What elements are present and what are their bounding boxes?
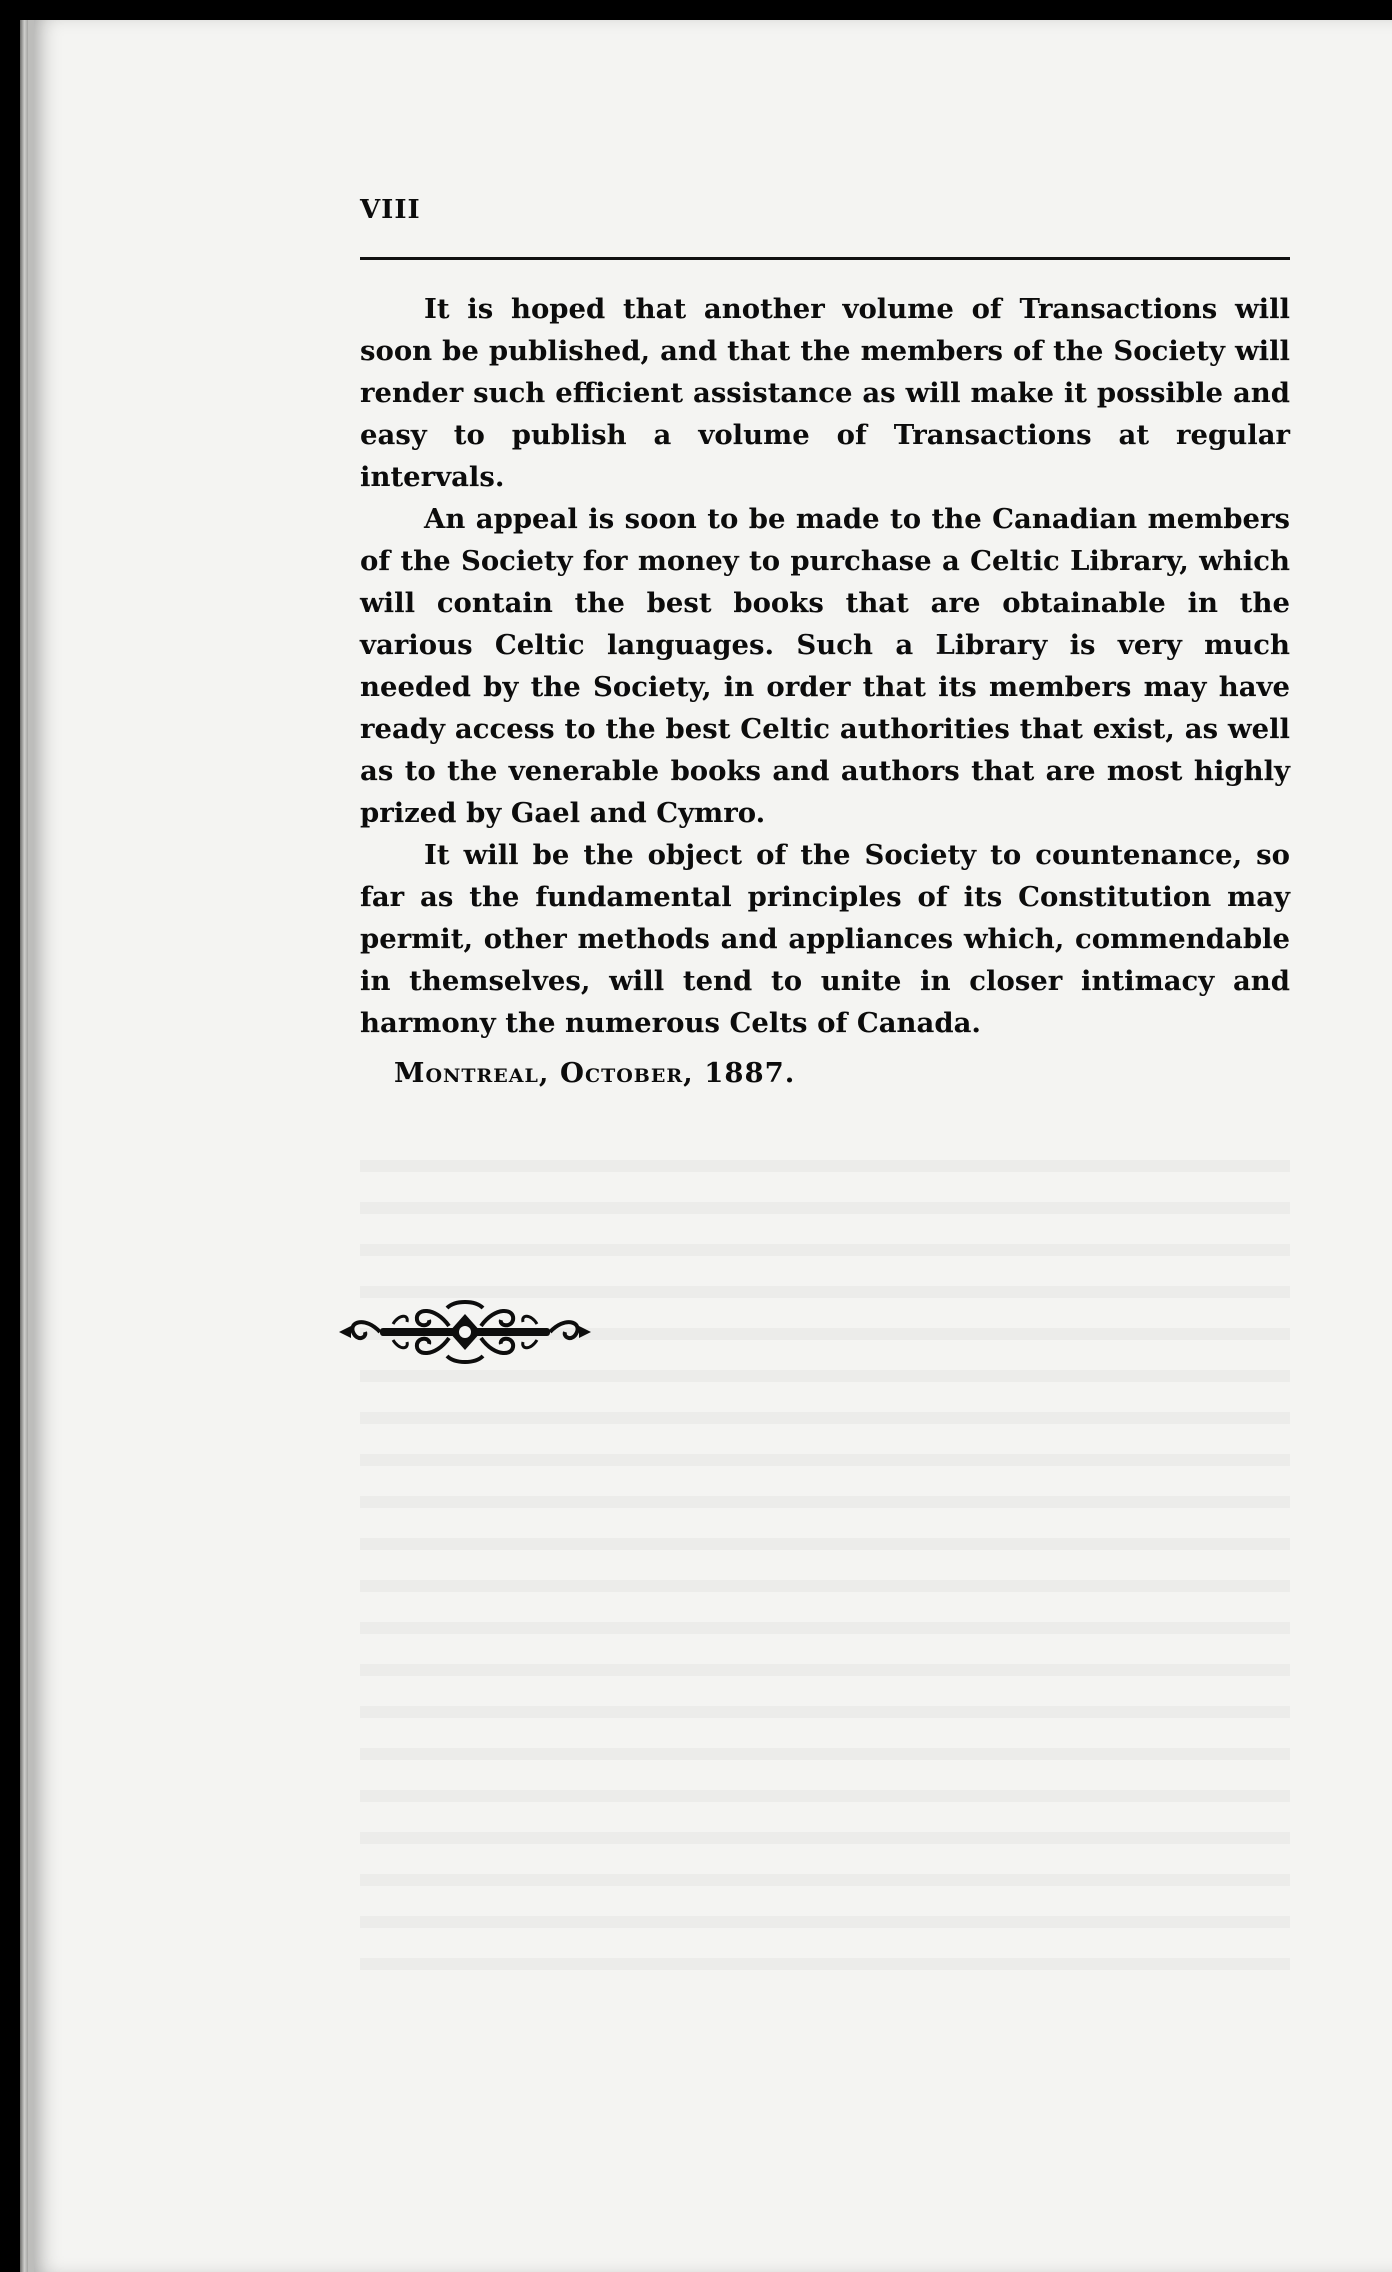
ornamental-scroll-icon <box>335 1296 595 1368</box>
body-text <box>360 288 1290 1044</box>
paragraph-celtic-library: An appeal is soon to be made to the Canadian members of the Society for money to purchase a Celtic Library, which will contain the best books that are obtainable in the various Celtic languages. Such a Library is very much needed by the Society, in order that its members may have ready access to the best Celtic authorities that exist, as well as to the venerable books and authors that are most highly prized by Gael and Cymro. <box>360 503 1290 829</box>
place-date-signoff: Montreal, October, 1887. <box>394 1057 796 1089</box>
page-number: VIII <box>360 195 421 225</box>
paragraph-society-object: It will be the object of the Society to countenance, so far as the fundamental principles of its Constitution may permit, other methods and appliances which, commendable in themselves, will tend to unite in closer intimacy and harmony the numerous Celts of Canada. <box>360 839 1290 1039</box>
paragraph-transactions: It is hoped that another volume of Transactions will soon be published, and that the members of the Society will render such efficient assistance as will make it possible and easy to publish a volume of Transactions at regular intervals. <box>360 293 1290 493</box>
show-through-texture <box>360 1130 1290 1990</box>
header-rule <box>360 257 1290 260</box>
